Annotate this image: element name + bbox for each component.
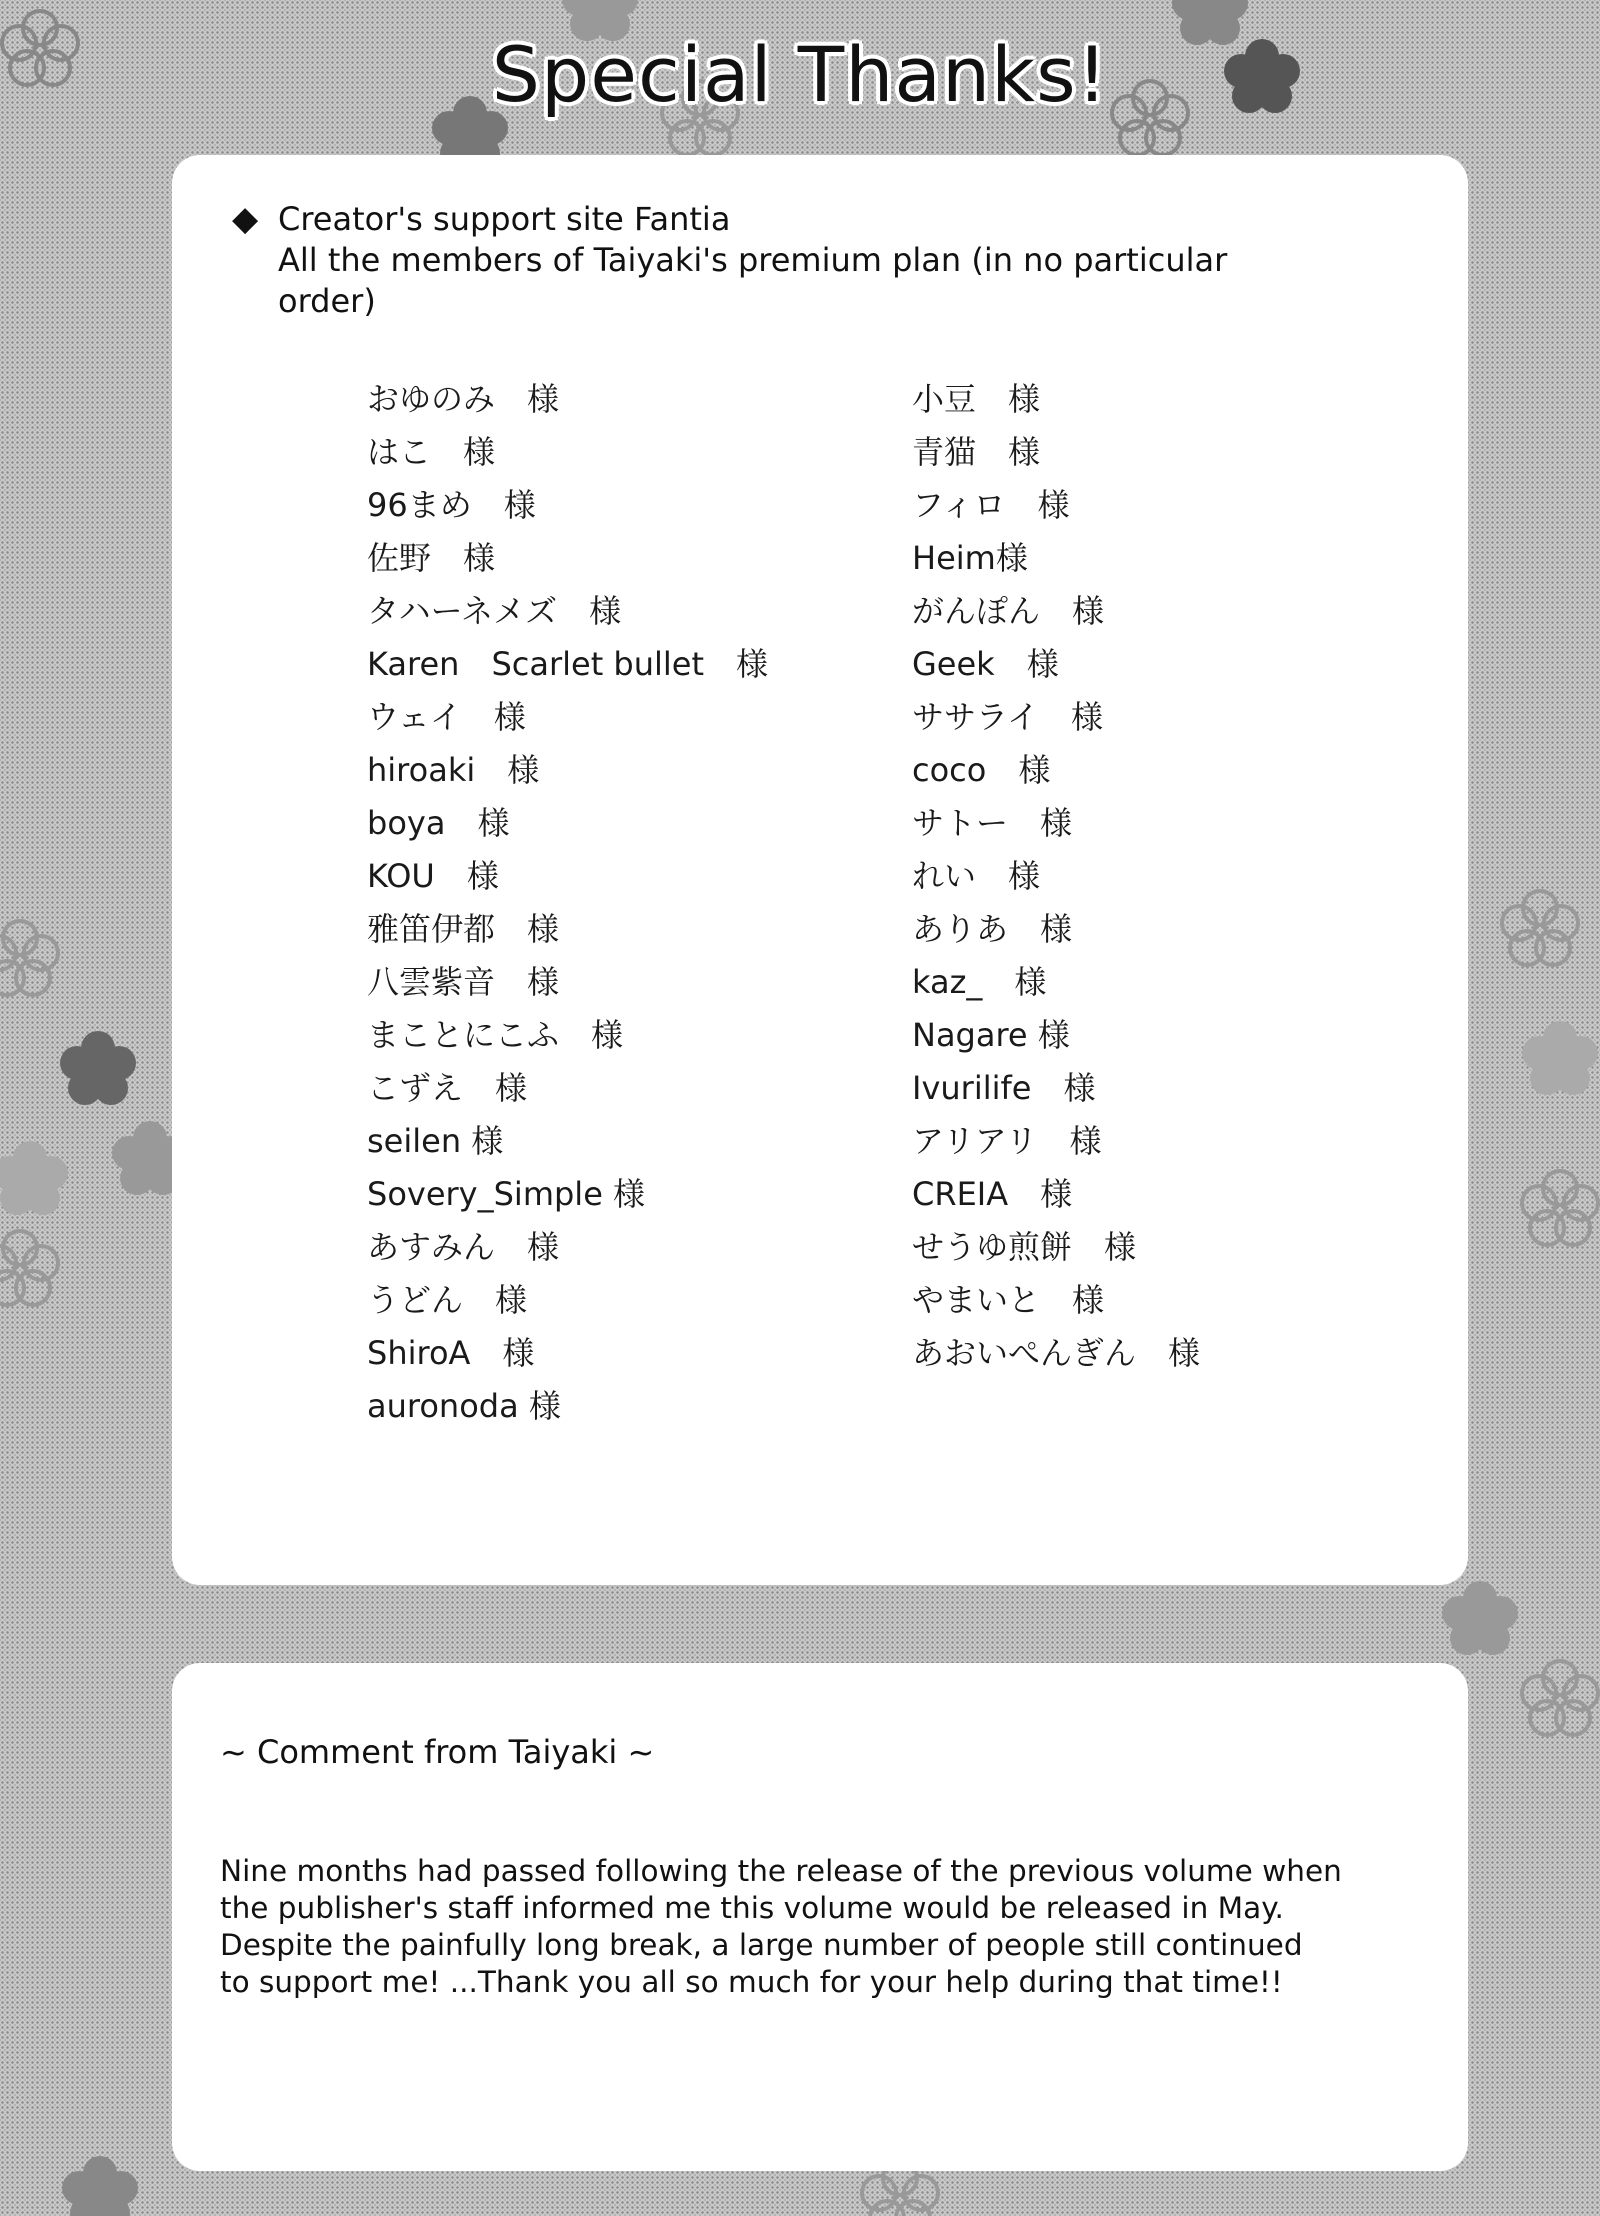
- comment-line: the publisher's staff informed me this volume would be released in May.: [220, 1891, 1284, 1925]
- comment-panel: [172, 1663, 1468, 2171]
- supporter-name: auronoda 様: [367, 1387, 561, 1425]
- supporter-name: ササライ 様: [912, 698, 1104, 736]
- supporter-name: 佐野 様: [367, 539, 496, 577]
- supporter-name: うどん 様: [367, 1281, 528, 1319]
- supporter-name: coco 様: [912, 751, 1051, 789]
- supporters-right-column: [912, 373, 1200, 1380]
- comment-line: Despite the painfully long break, a large number of people still continued: [220, 1928, 1303, 1962]
- supporter-name: 小豆 様: [912, 380, 1041, 418]
- supporter-name: はこ 様: [367, 433, 496, 471]
- supporter-name: がんぽん 様: [912, 592, 1105, 630]
- supporter-name: CREIA 様: [912, 1175, 1073, 1213]
- supporter-name: Karen Scarlet bullet 様: [367, 645, 769, 683]
- supporter-name: やまいと 様: [912, 1281, 1105, 1319]
- supporter-name: ありあ 様: [912, 910, 1073, 948]
- comment-body: [220, 1853, 1440, 2001]
- supporter-name: タハーネメズ 様: [367, 592, 622, 630]
- supporter-name: Geek 様: [912, 645, 1059, 683]
- supporter-name: おゆのみ 様: [367, 380, 560, 418]
- page-title: Special Thanks!: [491, 30, 1109, 119]
- supporter-name: フィロ 様: [912, 486, 1070, 524]
- comment-line: to support me! ...Thank you all so much for your help during that time!!: [220, 1965, 1283, 1999]
- comment-title: ~ Comment from Taiyaki ~: [220, 1733, 655, 1771]
- supporter-name: あすみん 様: [367, 1228, 560, 1266]
- supporter-name: Nagare 様: [912, 1016, 1070, 1054]
- heading-line: Creator's support site Fantia: [278, 200, 731, 238]
- heading-line: All the members of Taiyaki's premium plan (in no particular: [278, 241, 1228, 279]
- supporter-name: seilen 様: [367, 1122, 504, 1160]
- supporter-name: せうゆ煎餅 様: [912, 1228, 1137, 1266]
- supporter-name: Sovery_Simple 様: [367, 1175, 646, 1213]
- supporter-name: あおいぺんぎん 様: [912, 1334, 1201, 1372]
- supporter-name: hiroaki 様: [367, 751, 540, 789]
- supporters-panel: [172, 155, 1468, 1585]
- supporter-name: ウェイ 様: [367, 698, 526, 736]
- supporter-name: ShiroA 様: [367, 1334, 535, 1372]
- supporters-left-column: [367, 373, 768, 1433]
- supporter-name: 雅笛伊都 様: [367, 910, 560, 948]
- supporter-name: boya 様: [367, 804, 510, 842]
- supporter-name: まことにこふ 様: [367, 1016, 624, 1054]
- supporter-name: れい 様: [912, 857, 1041, 895]
- heading-line: order): [278, 282, 376, 320]
- supporter-name: kaz_ 様: [912, 963, 1047, 1001]
- supporter-name: アリアリ 様: [912, 1122, 1102, 1160]
- comment-line: Nine months had passed following the release of the previous volume when: [220, 1854, 1342, 1888]
- supporter-name: 八雲紫音 様: [367, 963, 560, 1001]
- supporter-name: 青猫 様: [912, 433, 1041, 471]
- supporter-name: サトー 様: [912, 804, 1073, 842]
- supporter-name: こずえ 様: [367, 1069, 528, 1107]
- supporter-name: 96まめ 様: [367, 486, 536, 524]
- supporter-name: KOU 様: [367, 857, 499, 895]
- diamond-bullet-icon: ◆: [232, 199, 259, 239]
- supporter-name: Heim様: [912, 539, 1028, 577]
- supporter-name: Ivurilife 様: [912, 1069, 1096, 1107]
